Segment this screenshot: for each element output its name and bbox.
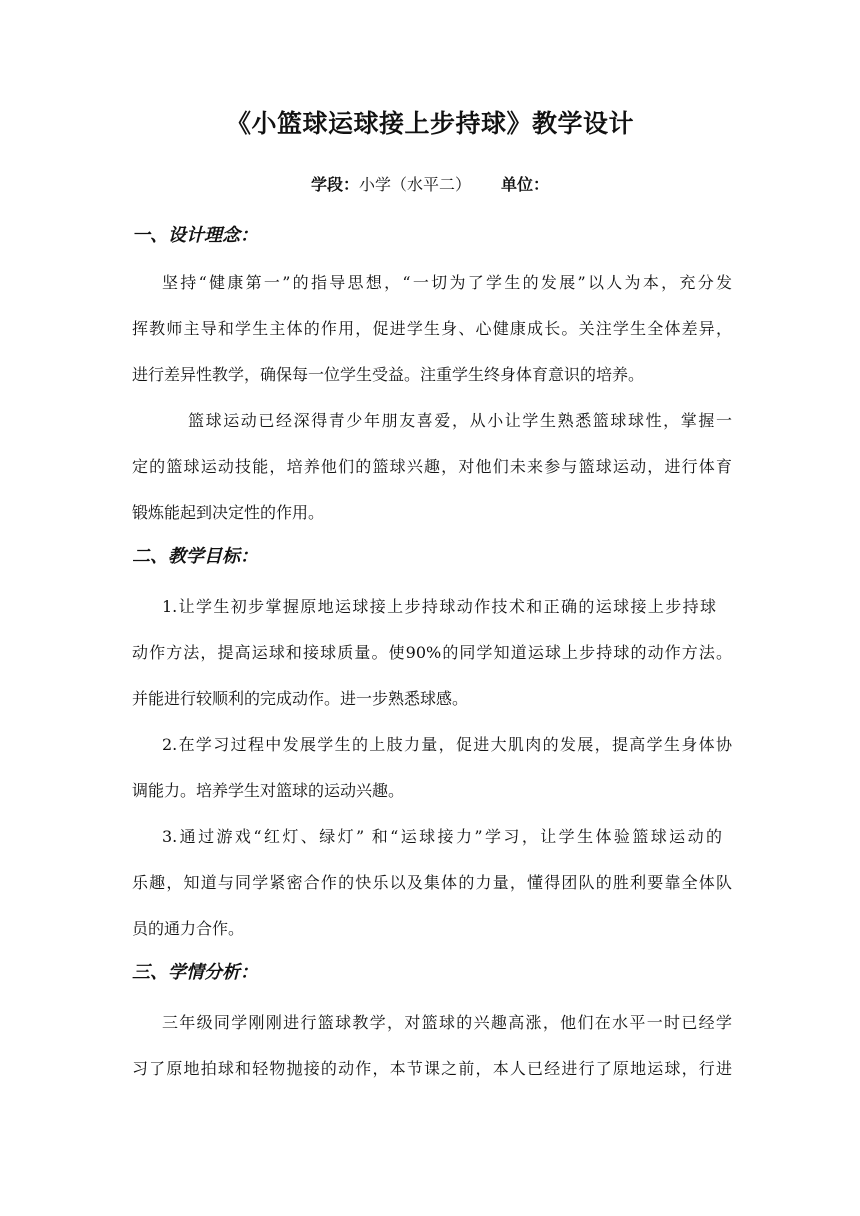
paragraph-line: 坚持“健康第一”的指导思想，“一切为了学生的发展”以人为本，充分发 [162, 273, 732, 292]
paragraph-line: 三年级同学刚刚进行篮球教学，对篮球的兴趣高涨，他们在水平一时已经学 [162, 1013, 732, 1032]
paragraph-line: 动作方法，提高运球和接球质量。使90%的同学知道运球上步持球的动作方法。 [132, 643, 732, 662]
paragraph-line: 2.在学习过程中发展学生的上肢力量，促进大肌肉的发展，提高学生身体协 [162, 735, 732, 754]
paragraph-line: 员的通力合作。 [132, 919, 245, 938]
paragraph-line: 篮球运动已经深得青少年朋友喜爱，从小让学生熟悉篮球球性，掌握一 [188, 411, 732, 430]
section-heading-teaching-goals: 二、教学目标： [132, 546, 258, 567]
document-meta [0, 172, 860, 195]
unit-label: 单位： [501, 175, 550, 194]
paragraph-line: 进行差异性教学，确保每一位学生受益。注重学生终身体育意识的培养。 [132, 365, 645, 384]
section-heading-design-concept: 一、设计理念： [132, 225, 258, 246]
paragraph-line: 定的篮球运动技能，培养他们的篮球兴趣，对他们未来参与篮球运动，进行体育 [132, 457, 732, 476]
paragraph-line: 1.让学生初步掌握原地运球接上步持球动作技术和正确的运球接上步持球 [162, 597, 716, 616]
paragraph-line: 并能进行较顺利的完成动作。进一步熟悉球感。 [132, 689, 469, 708]
paragraph-line: 乐趣，知道与同学紧密合作的快乐以及集体的力量，懂得团队的胜利要靠全体队 [132, 873, 732, 892]
paragraph-line: 挥教师主导和学生主体的作用，促进学生身、心健康成长。关注学生全体差异， [132, 319, 732, 338]
paragraph-line: 习了原地拍球和轻物抛接的动作，本节课之前，本人已经进行了原地运球，行进 [132, 1059, 732, 1078]
section-heading-learner-analysis: 三、学情分析： [132, 962, 258, 983]
paragraph-line: 锻炼能起到决定性的作用。 [132, 503, 325, 522]
stage-label: 学段： [310, 175, 359, 194]
stage-value: 小学（水平二） [358, 175, 471, 194]
paragraph-line: 3.通过游戏“红灯、绿灯” 和“运球接力”学习，让学生体验篮球运动的 [162, 827, 722, 846]
document-title: 《小篮球运球接上步持球》教学设计 [225, 109, 634, 138]
paragraph-line: 调能力。培养学生对篮球的运动兴趣。 [132, 781, 405, 800]
